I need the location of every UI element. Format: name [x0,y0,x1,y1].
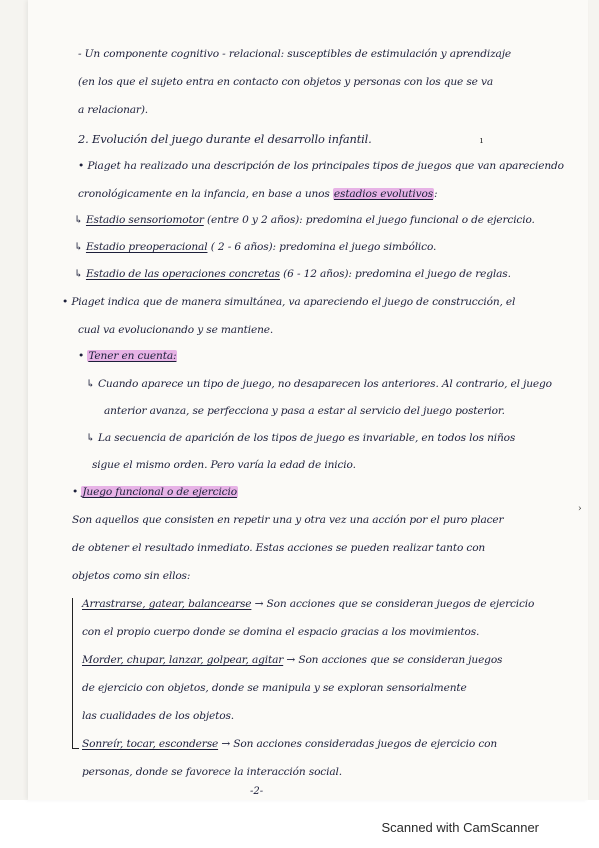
note-line-2: (en los que el sujeto entra en contacto con objetos y personas con los que se va [78,76,494,88]
item-arrastrarse [82,598,534,610]
note-line-funcional-1: Son aquellos que consisten en repetir una y otra vez una acción por el puro placer [72,514,504,526]
stage-desc: ( 2 - 6 años): predomina el juego simbólico. [210,241,437,253]
item-sonreir [82,738,497,750]
scanner-watermark: Scanned with CamScanner [381,820,539,835]
pen-mark: ı [480,136,483,146]
page-number: -2- [250,786,264,797]
note-line-3: a relacionar). [78,104,149,116]
stage-desc: (6 - 12 años): predomina el juego de reglas. [283,268,511,280]
stage-operaciones-concretas [74,268,511,280]
item-morder-cont-2: las cualidades de los objetos. [82,710,234,722]
juego-funcional-heading: • Juego funcional o de ejercicio [72,486,237,498]
note-text: Cuando aparece un tipo de juego, no desaparecen los anteriores. Al contrario, el juego [97,378,552,390]
item-title: Morder, chupar, lanzar, golpear, agitar [82,654,284,666]
arrow-icon: → [286,654,299,666]
note-line-cuenta-4: sigue el mismo orden. Pero varía la edad de inicio. [92,459,356,471]
edge-mark: › [578,504,582,514]
notebook-page [28,0,588,800]
arrow-icon: ↳ [74,268,86,280]
stage-name: Estadio de las operaciones concretas [85,268,280,280]
arrow-icon: ↳ [74,214,86,226]
note-line-cuenta-1 [86,378,552,390]
arrow-icon: → [221,738,234,750]
item-desc: Son acciones que se consideran juegos de ejercicio [266,598,535,610]
note-line-construccion-2: cual va evolucionando y se mantiene. [78,324,274,336]
note-line-cuenta-3 [86,432,515,444]
stage-desc: (entre 0 y 2 años): predomina el juego funcional o de ejercicio. [206,214,535,226]
arrow-icon: ↳ [86,432,98,444]
note-line-cuenta-2: anterior avanza, se perfecciona y pasa a estar al servicio del juego posterior. [104,405,505,417]
item-sonreir-cont: personas, donde se favorece la interacción social. [82,766,342,778]
arrow-icon: ↳ [86,378,98,390]
note-line-1: - Un componente cognitivo - relacional: susceptibles de estimulación y aprendizaje [78,48,511,60]
highlight-juego-funcional: Juego funcional o de ejercicio [82,486,237,498]
stage-name: Estadio preoperacional [85,241,208,253]
arrow-icon: → [254,598,267,610]
item-title: Arrastrarse, gatear, balancearse [82,598,252,610]
arrow-icon: ↳ [74,241,86,253]
stage-name: Estadio sensoriomotor [85,214,204,226]
highlight-tener-en-cuenta: Tener en cuenta: [88,350,177,362]
stage-sensoriomotor [74,214,535,226]
item-desc: Son acciones consideradas juegos de ejercicio con [233,738,498,750]
note-line-funcional-3: objetos como sin ellos: [72,570,191,582]
item-arrastrarse-cont: con el propio cuerpo donde se domina el espacio gracias a los movimientos. [82,626,480,638]
section-heading: 2. Evolución del juego durante el desarrollo infantil. [78,132,372,146]
note-line-construccion-1: • Piaget indica que de manera simultánea, va apareciendo el juego de construcción, el [62,296,516,308]
note-line-funcional-2: de obtener el resultado inmediato. Estas acciones se pueden realizar tanto con [72,542,486,554]
note-text: La secuencia de aparición de los tipos de juego es invariable, en todos los niños [97,432,516,444]
note-line-piaget-1: • Piaget ha realizado una descripción de los principales tipos de juegos que van apareciendo [78,160,564,172]
item-morder [82,654,502,666]
stage-preoperacional [74,241,436,253]
highlight-estadios: estadios evolutivos [333,188,433,200]
tener-en-cuenta: • Tener en cuenta: [78,350,177,362]
bracket-line [72,598,79,749]
note-text: cronológicamente en la infancia, en base a unos [78,188,330,200]
item-title: Sonreír, tocar, esconderse [82,738,219,750]
note-line-piaget-2: cronológicamente en la infancia, en base a unos estadios evolutivos: [78,188,438,200]
item-morder-cont-1: de ejercicio con objetos, donde se manipula y se exploran sensorialmente [82,682,467,694]
item-desc: Son acciones que se consideran juegos [298,654,503,666]
